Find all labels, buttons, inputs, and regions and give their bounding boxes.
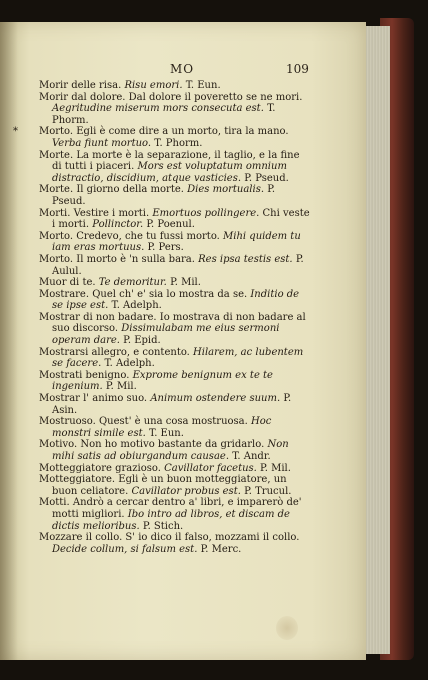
entry-source: P. Pseud. <box>52 184 276 207</box>
entry-italian: Morir dal dolore. Dal dolore il poveretto se ne mori. <box>39 91 303 103</box>
entry-source: T. Andr. <box>232 451 271 462</box>
entry-source: P. Mil. <box>260 462 291 474</box>
dictionary-entry <box>39 184 311 207</box>
entry-latin-2: Pollinctor. <box>92 219 144 231</box>
entry-italian: Morti. Vestire i morti. <box>39 207 150 219</box>
entry-latin: Hilarem, ac lubentem se facere. <box>52 346 304 370</box>
entry-source: P. Pseud. <box>244 172 289 184</box>
section-heading: MO <box>170 62 195 76</box>
paper-stain <box>276 616 298 640</box>
entry-source: P. Mil. <box>105 381 137 393</box>
entry-italian: Morto. Credevo, che tu fussi morto. <box>39 230 220 242</box>
entry-italian: Mostrar di non badare. Io mostrava di non badare al suo discorso. <box>39 311 306 335</box>
entry-italian: Motti. Andrò a cercar dentro a' libri, e imparerò de' motti migliori. <box>39 497 302 520</box>
entry-italian: Muor di te. <box>39 277 96 289</box>
entry-source: P. Poenul. <box>146 219 195 231</box>
entry-latin: Mihi quidem tu iam eras mortuus. <box>52 230 301 254</box>
dictionary-entry <box>39 80 311 92</box>
dictionary-entry <box>39 289 311 312</box>
entry-latin: Exprome benignum ex te te ingenium. <box>52 369 273 393</box>
entry-latin: Non mihi satis ad obiurgandum causae. <box>52 439 289 462</box>
entry-source: P. Pers. <box>147 242 184 254</box>
entry-italian: Morto. Egli è come dire a un morto, tira la mano. <box>39 126 289 138</box>
entry-latin: Aegritudine miserum mors consecuta est. <box>52 103 264 115</box>
entry-italian: Morte. La morte è la separazione, il taglio, e la fine di tutti i piaceri. <box>39 149 300 173</box>
entry-latin: Decide collum, si falsum est. <box>52 543 198 555</box>
dictionary-entry <box>39 416 311 439</box>
dictionary-entry <box>39 277 311 289</box>
entry-latin: Animum ostendere suum. <box>150 393 281 405</box>
dictionary-entry <box>39 150 311 185</box>
dictionary-entry <box>39 532 311 555</box>
entry-latin: Mors est voluptatum omnium distractio, discidium, atque vasticies. <box>52 161 287 184</box>
entry-latin: Dies mortualis. <box>187 184 265 196</box>
entry-source: T. Adelph. <box>104 358 155 370</box>
entry-source: P. Epid. <box>123 335 161 347</box>
dictionary-entry <box>39 312 311 347</box>
entry-italian: Mostrarsi allegro, e contento. <box>39 346 190 358</box>
entry-source: T. Phorm. <box>154 137 203 149</box>
entry-latin: Emortuos pollingere. <box>152 207 260 219</box>
entry-source: P. Stich. <box>142 520 184 532</box>
entry-source: T. Eun. <box>149 427 184 439</box>
gutter-shadow <box>0 22 18 660</box>
entry-italian: Morir delle risa. <box>39 80 122 91</box>
dictionary-entry <box>39 370 311 393</box>
entry-latin: Ibo intro ad libros, et discam de dictis melioribus. <box>52 508 290 532</box>
dictionary-entry <box>39 393 311 416</box>
entry-latin: Res ipsa testis est. <box>198 253 293 265</box>
entry-italian: Mozzare il collo. S' io dico il falso, mozzami il collo. <box>39 532 300 544</box>
entry-latin: Cavillator probus est. <box>131 485 241 497</box>
dictionary-entry <box>39 474 311 497</box>
dictionary-entry <box>39 439 311 462</box>
entry-italian: Motivo. Non ho motivo bastante da gridarlo. <box>39 439 265 451</box>
dictionary-entry <box>39 497 311 532</box>
entry-source: P. Merc. <box>200 543 242 555</box>
entry-source: T. Phorm. <box>52 103 276 126</box>
entry-latin: Dissimulabam me eius sermoni operam dare. <box>52 323 280 347</box>
entry-italian: Morte. Il giorno della morte. <box>39 184 184 196</box>
entry-source: P. Mil. <box>170 277 201 289</box>
entry-italian: Mostrar l' animo suo. <box>39 393 148 405</box>
entry-italian: Motteggiatore grazioso. <box>39 462 161 474</box>
entry-latin: Risu emori. <box>124 80 183 91</box>
dictionary-entry <box>39 92 311 127</box>
entry-latin: Hoc monstri simile est. <box>52 416 272 439</box>
page-number: 109 <box>286 62 309 76</box>
dictionary-entry <box>39 208 311 231</box>
entry-latin: Inditio de se ipse est. <box>52 288 300 312</box>
running-header <box>0 62 366 78</box>
entry-latin: Cavillator facetus. <box>164 462 257 474</box>
entry-source: P. Trucul. <box>244 485 292 497</box>
dictionary-entries <box>39 80 311 555</box>
dictionary-entry <box>39 347 311 370</box>
entry-source: P. Aulul. <box>52 253 304 277</box>
entry-source: T. Eun. <box>185 80 221 91</box>
entry-italian-2: Chi veste i morti. <box>52 207 310 231</box>
entry-italian: Morto. Il morto è 'n sulla bara. <box>39 253 195 265</box>
entry-italian: Mostruoso. Quest' è una cosa mostruosa. <box>39 416 248 428</box>
dictionary-entry <box>39 463 311 475</box>
dictionary-entry <box>39 231 311 254</box>
entry-latin: Te demoritur. <box>98 277 167 289</box>
entry-source: T. Adelph. <box>111 300 162 312</box>
entry-latin: Verba fiunt mortuo. <box>52 137 152 149</box>
dictionary-entry <box>39 126 311 149</box>
entry-italian: Mostrati benigno. <box>39 369 130 381</box>
entry-italian: Mostrare. Quel ch' e' sia lo mostra da se. <box>39 288 248 300</box>
entry-italian: Motteggiatore. Egli è un buon motteggiatore, un buon celiatore. <box>39 474 287 497</box>
dictionary-entry <box>39 254 311 277</box>
entry-source: P. Asin. <box>52 393 292 416</box>
